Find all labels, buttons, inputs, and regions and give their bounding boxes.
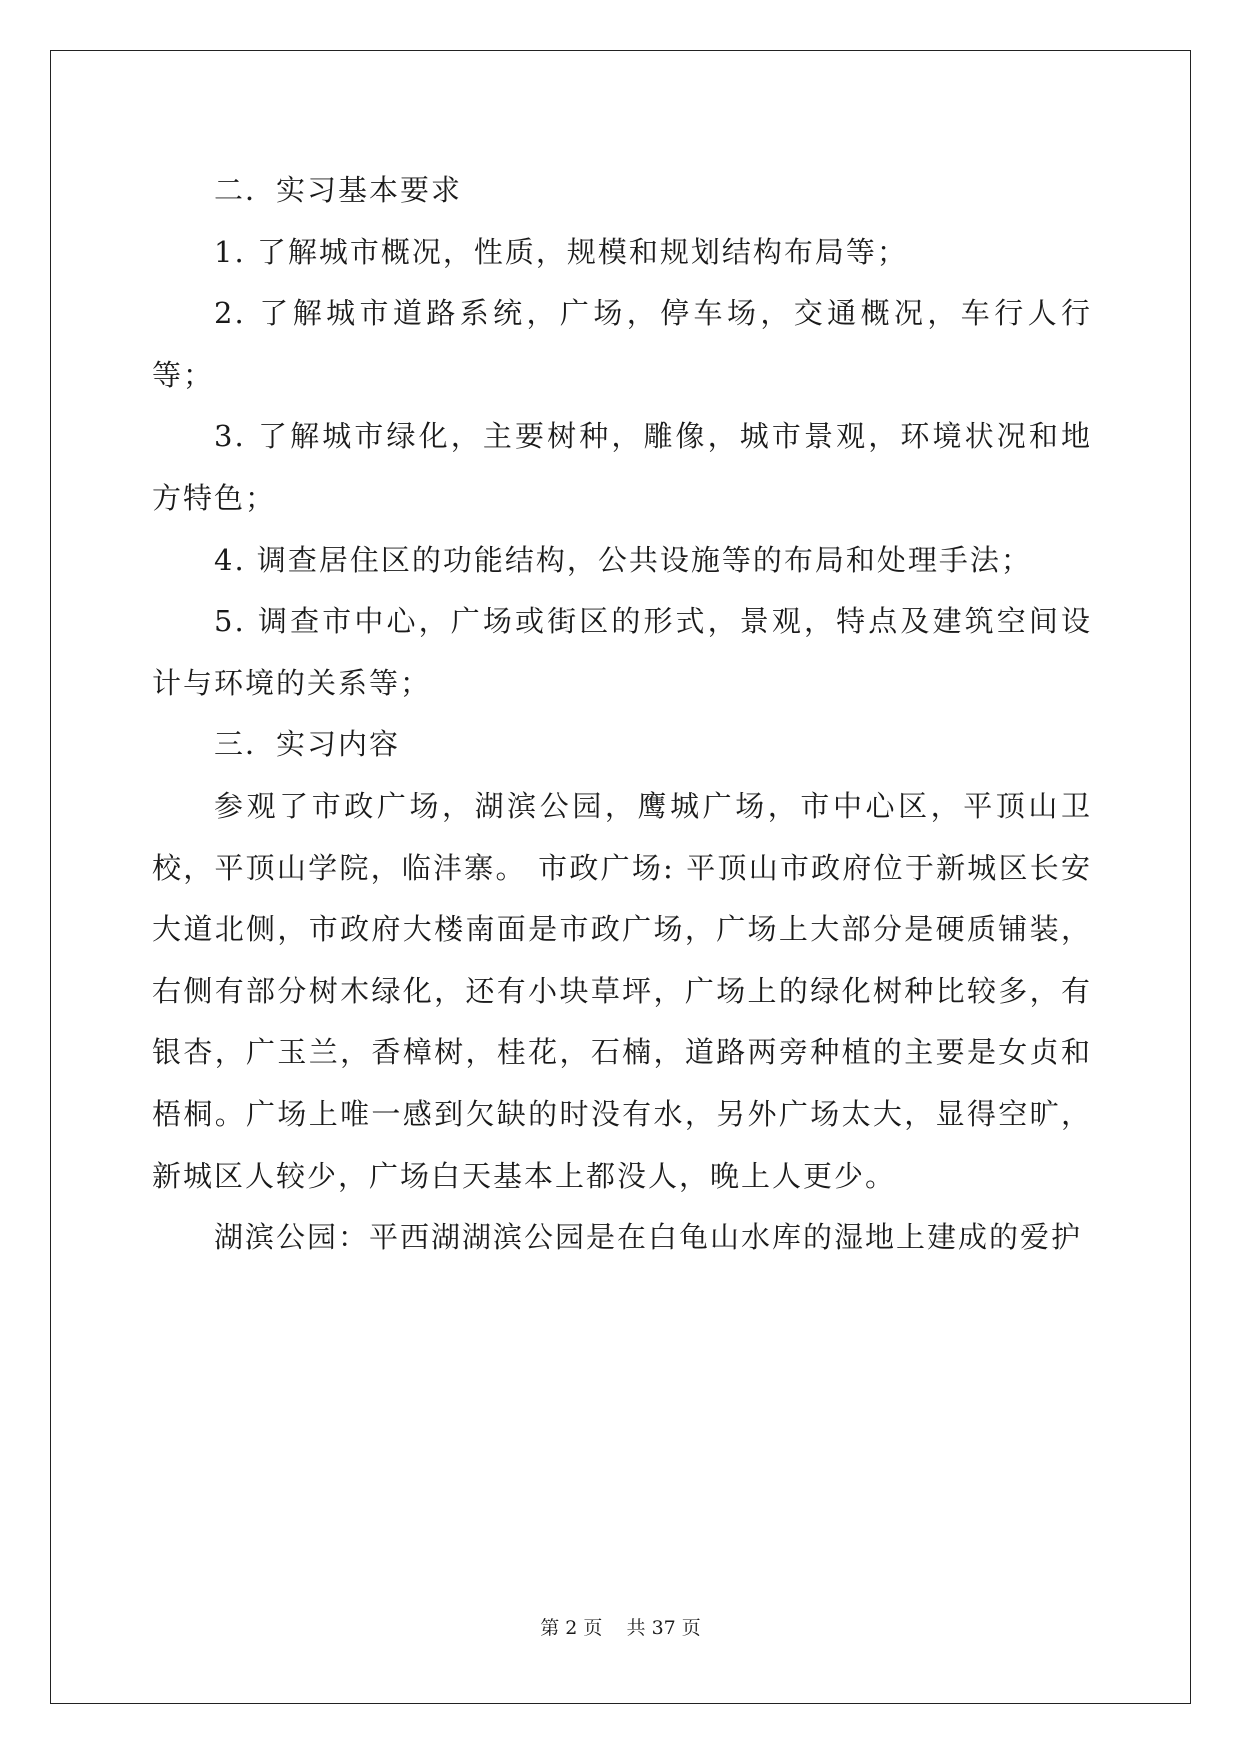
list-item-3: 3. 了解城市绿化，主要树种，雕像，城市景观，环境状况和地方特色； bbox=[152, 419, 1092, 515]
heading-content: 三．实习内容 bbox=[214, 727, 401, 762]
page-number: 第 2 页 共 37 页 bbox=[540, 1617, 701, 1639]
page-footer bbox=[0, 1613, 1241, 1640]
paragraph-lakeside-park: 湖滨公园：平西湖湖滨公园是在白龟山水库的湿地上建成的爱护 bbox=[214, 1220, 1083, 1255]
list-item-4: 4. 调查居住区的功能结构，公共设施等的布局和处理手法； bbox=[214, 542, 1032, 577]
heading-requirements: 二．实习基本要求 bbox=[214, 173, 463, 207]
list-item-5: 5. 调查市中心，广场或街区的形式，景观，特点及建筑空间设计与环境的关系等； bbox=[152, 604, 1092, 700]
list-item-1: 1. 了解城市概况，性质，规模和规划结构布局等； bbox=[214, 234, 908, 269]
paragraph-visit: 参观了市政广场，湖滨公园，鹰城广场，市中心区，平顶山卫校，平顶山学院，临沣寨。 市政广场: 平顶山市政府位于新城区长安大道北侧，市政府大楼南面是市政广场，广场上大部分是硬质铺装，右侧有部分树木绿化，还有小块草坪，广场上的绿化树种比较多，有银杏，广玉兰，香樟树，桂花，石楠，道路两旁种植的主要是女贞和梧桐。广场上唯一感到欠缺的时没有水，另外广场太大，显得空旷，新城区人较少，广场白天基本上都没人，晚上人更少。 bbox=[152, 788, 1092, 1193]
document-body bbox=[152, 160, 1092, 1269]
list-item-2: 2. 了解城市道路系统，广场，停车场，交通概况，车行人行等； bbox=[152, 296, 1092, 392]
